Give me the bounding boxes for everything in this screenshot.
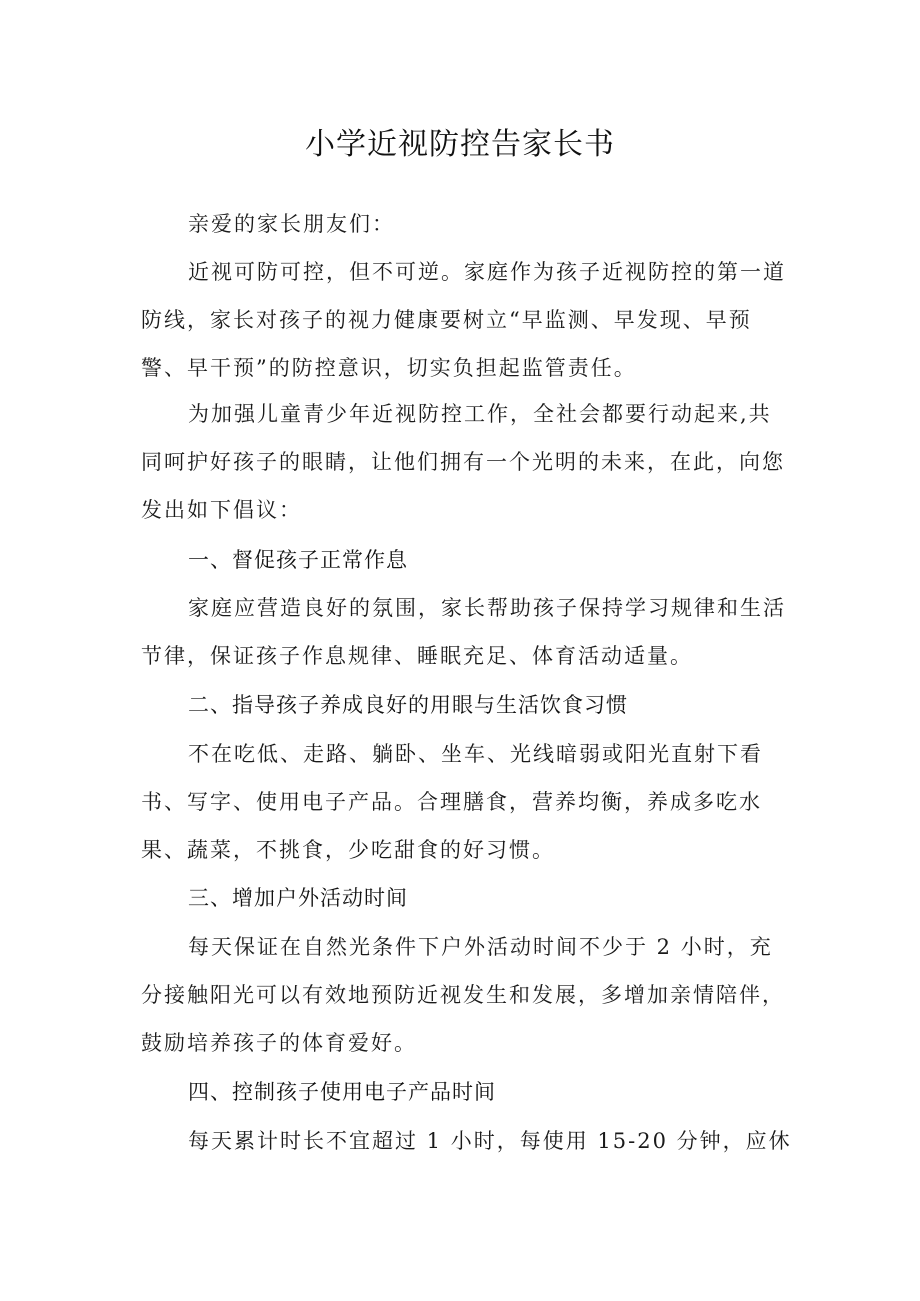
greeting: 亲爱的家长朋友们： — [188, 212, 395, 236]
intro-line: 近视可防可控，但不可逆。家庭作为孩子近视防控的第一道 — [188, 260, 786, 284]
section-line: 果、蔬菜，不挑食，少吃甜食的好习惯。 — [141, 838, 555, 862]
call-line: 同呵护好孩子的眼睛，让他们拥有一个光明的未来，在此，向您 — [141, 450, 785, 474]
section-line: 每天保证在自然光条件下户外活动时间不少于 2 小时，充 — [188, 935, 773, 959]
intro-line: 防线，家长对孩子的视力健康要树立“早监测、早发现、早预 — [141, 308, 752, 332]
section-heading-1: 一、督促孩子正常作息 — [188, 548, 408, 572]
section-line: 家庭应营造良好的氛围，家长帮助孩子保持学习规律和生活 — [188, 596, 786, 620]
section-line: 鼓励培养孩子的体育爱好。 — [141, 1031, 417, 1055]
section-line: 不在吃低、走路、躺卧、坐车、光线暗弱或阳光直射下看 — [188, 742, 763, 766]
document-title: 小学近视防控告家长书 — [305, 127, 615, 162]
section-line: 书、写字、使用电子产品。合理膳食，营养均衡，养成多吃水 — [141, 790, 762, 814]
section-heading-4: 四、控制孩子使用电子产品时间 — [188, 1080, 496, 1104]
section-heading-3: 三、增加户外活动时间 — [188, 886, 408, 910]
call-line: 为加强儿童青少年近视防控工作，全社会都要行动起来,共 — [188, 402, 772, 426]
section-heading-2: 二、指导孩子养成良好的用眼与生活饮食习惯 — [188, 693, 628, 717]
call-line: 发出如下倡议： — [141, 498, 302, 522]
intro-line: 警、早干预”的防控意识，切实负担起监管责任。 — [141, 356, 637, 380]
section-line: 分接触阳光可以有效地预防近视发生和发展，多增加亲情陪伴， — [141, 983, 785, 1007]
section-line: 节律，保证孩子作息规律、睡眠充足、体育活动适量。 — [141, 644, 693, 668]
section-line: 每天累计时长不宜超过 1 小时，每使用 15-20 分钟，应休 — [188, 1129, 792, 1153]
